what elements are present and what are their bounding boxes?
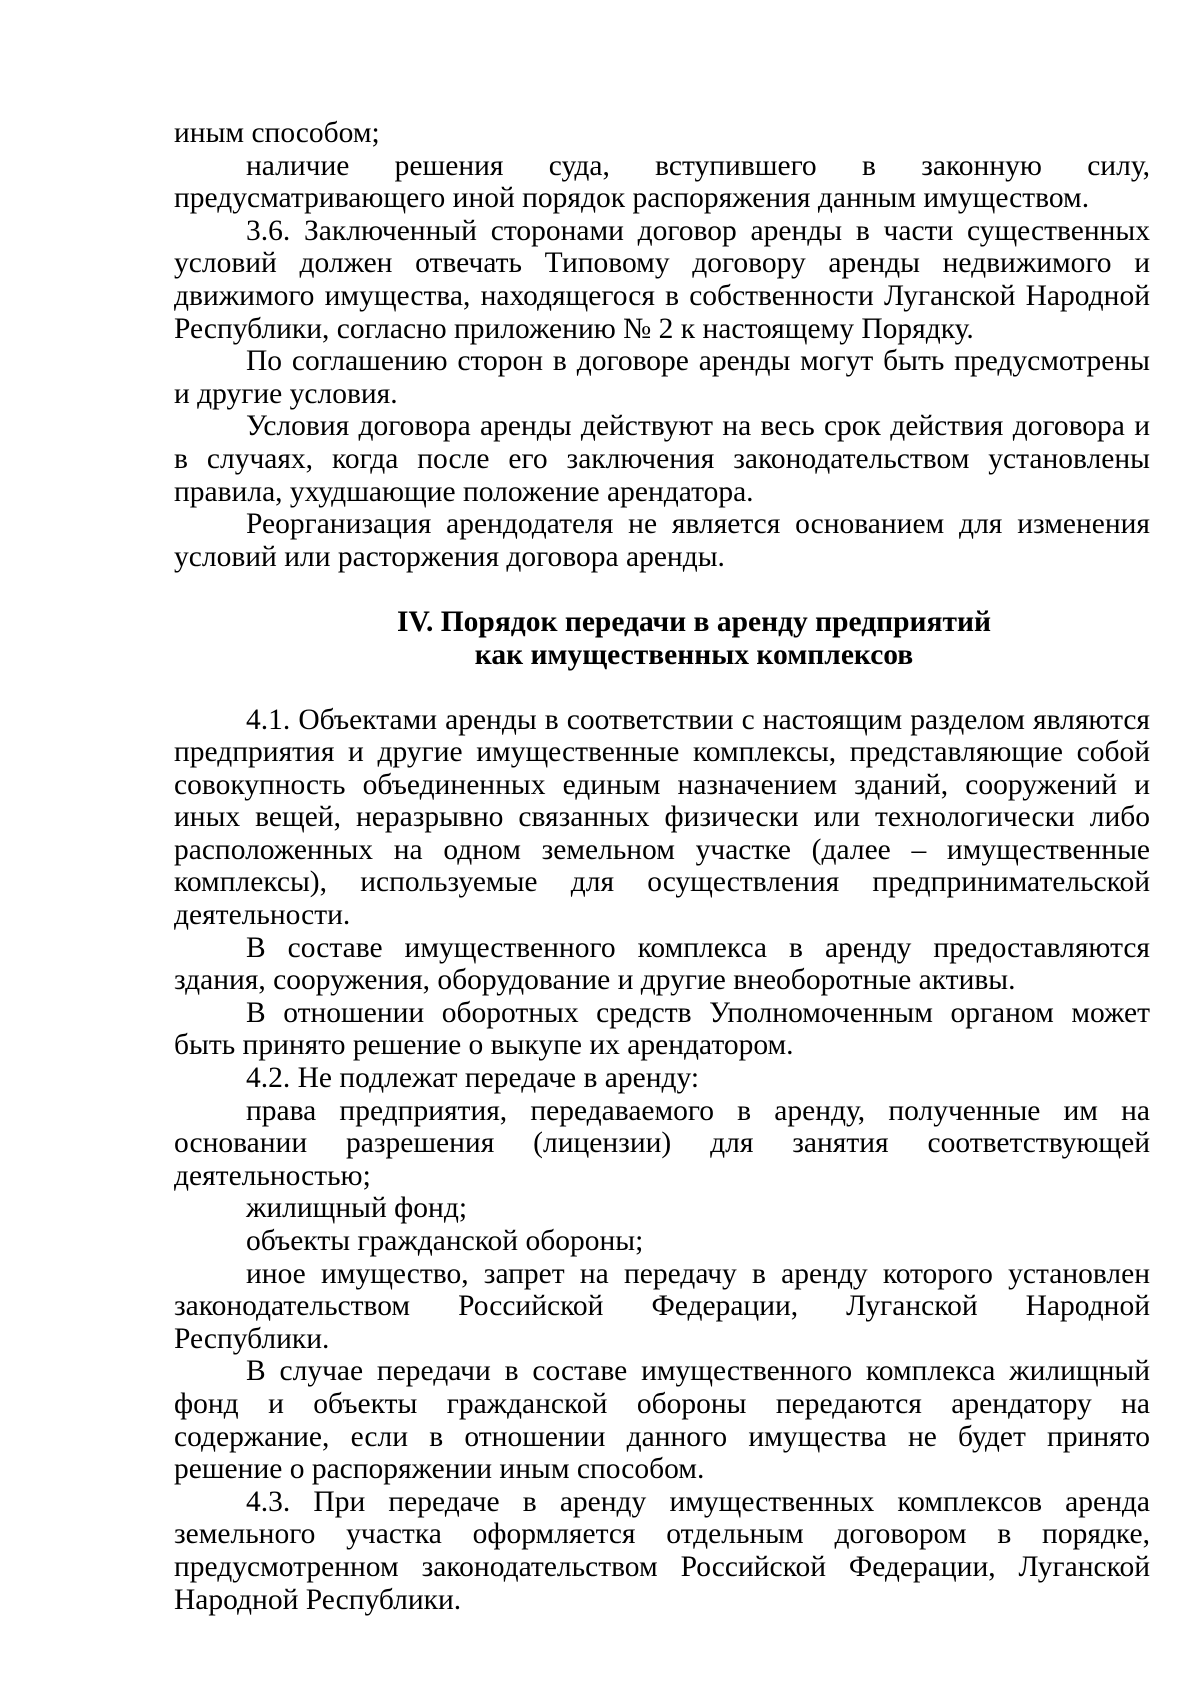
paragraph-working-capital: В отношении оборотных средств Уполномоченным органом может быть принято решение о выкупе их арендатором. bbox=[174, 996, 1150, 1062]
list-item-other-property: иное имущество, запрет на передачу в аренду которого установлен законодательством Российской Федерации, Луганской Народной Республики. bbox=[174, 1257, 1150, 1355]
list-item-license-rights: права предприятия, передаваемого в аренду, полученные им на основании разрешения (лицензии) для занятия соответствующей деятельностью; bbox=[174, 1094, 1150, 1192]
paragraph-housing-transfer: В случае передачи в составе имущественного комплекса жилищный фонд и объекты гражданской обороны передаются арендатору на содержание, если в отношении данного имущества не будет принято решение о распоряжении иным способом. bbox=[174, 1355, 1150, 1486]
paragraph-4-2: 4.2. Не подлежат передаче в аренду: bbox=[246, 1062, 700, 1095]
paragraph-court-decision: наличие решения суда, вступившего в законную силу, предусматривающего иной порядок распоряжения данным имуществом. bbox=[174, 149, 1150, 215]
spacer bbox=[174, 672, 1150, 704]
spacer bbox=[174, 573, 1150, 606]
paragraph-complex-composition: В составе имущественного комплекса в аренду предоставляются здания, сооружения, оборудование и другие внеоборотные активы. bbox=[174, 931, 1150, 997]
section-heading-line-1: IV. Порядок передачи в аренду предприятий bbox=[396, 606, 992, 639]
paragraph-4-1: 4.1. Объектами аренды в соответствии с настоящим разделом являются предприятия и другие имущественные комплексы, представляющие собой совокупность объединенных единым назначением зданий, сооружений и иных вещей, неразрывно связанных физически или технологически либо расположенных на одном земельном участке (далее – имущественные комплексы), используемые для осуществления предпринимательской деятельности. bbox=[174, 703, 1150, 932]
section-heading-line-2: как имущественных комплексов bbox=[474, 638, 914, 671]
paragraph-agreement-terms: По соглашению сторон в договоре аренды могут быть предусмотрены и другие условия. bbox=[174, 345, 1150, 410]
paragraph-continuation: иным способом; bbox=[174, 117, 380, 149]
paragraph-reorganization: Реорганизация арендодателя не является основанием для изменения условий или расторжения договора аренды. bbox=[174, 508, 1150, 573]
document-page bbox=[174, 117, 1150, 1616]
list-item-civil-defense: объекты гражданской обороны; bbox=[246, 1225, 644, 1257]
paragraph-3-6: 3.6. Заключенный сторонами договор аренды в части существенных условий должен отвечать Типовому договору аренды недвижимого и движимого имущества, находящегося в собственности Луганской Народной Республики, согласно приложению № 2 к настоящему Порядку. bbox=[174, 214, 1150, 345]
paragraph-contract-validity: Условия договора аренды действуют на весь срок действия договора и в случаях, когда после его заключения законодательством установлены правила, ухудшающие положение арендатора. bbox=[174, 410, 1150, 508]
list-item-housing: жилищный фонд; bbox=[246, 1192, 468, 1225]
paragraph-4-3: 4.3. При передаче в аренду имущественных комплексов аренда земельного участка оформляется отдельным договором в порядке, предусмотренном законодательством Российской Федерации, Луганской Народной Республики. bbox=[174, 1485, 1150, 1616]
